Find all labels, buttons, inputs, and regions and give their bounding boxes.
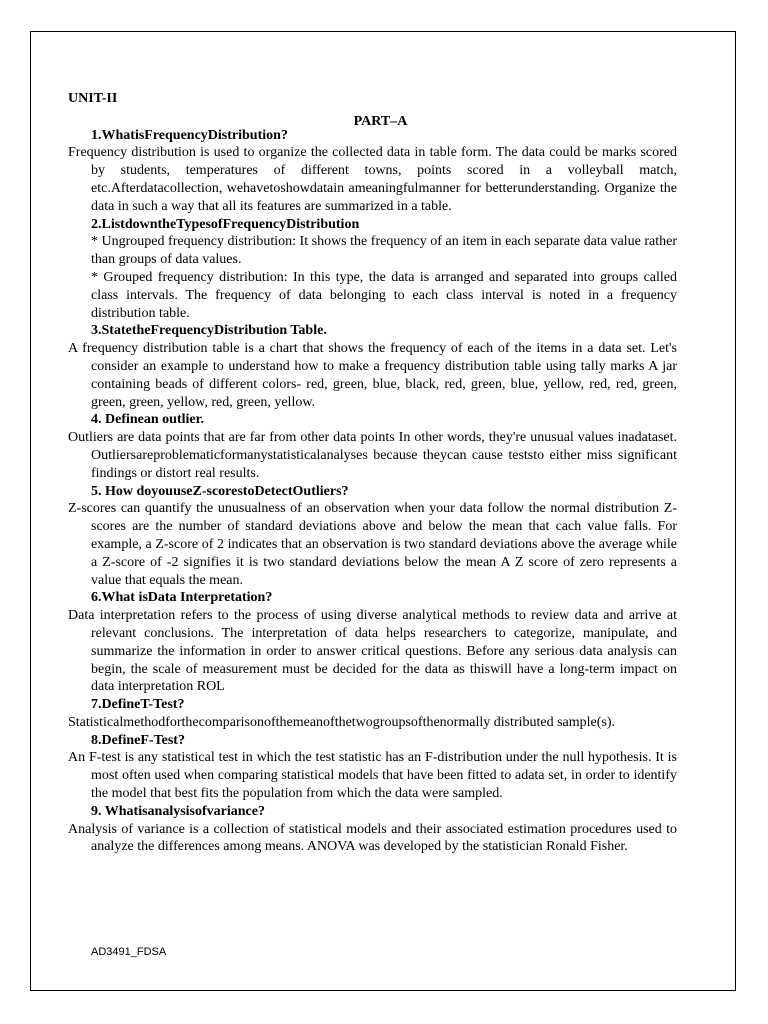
answer-5: Z-scores can quantify the unusualness of an observation when your data follow the normal distribution Z-scores are the number of standard deviations above and below the mean that cach value falls. For example, a Z-score of 2 indicates that an observation is two standard deviations above the average while a Z-score of -2 signifies it is two standard deviations below the mean A Z score of zero represents a value that equals the mean.	[68, 501, 677, 588]
unit-title: UNIT-II	[68, 91, 118, 106]
question-4: 4. Definean outlier.	[91, 412, 205, 428]
part-title: PART–A	[353, 113, 408, 129]
answer-2-bullet-1: * Ungrouped frequency distribution: It shows the frequency of an item in each separate data value rather than groups of data values.	[91, 234, 677, 268]
answer-7: Statisticalmethodforthecomparisonofthemeanofthetwogroupsofthenormally distributed sample(s).	[68, 714, 616, 730]
question-5: 5. How doyouuseZ-scorestoDetectOutliers?	[91, 483, 349, 499]
answer-6: Data interpretation refers to the process of using diverse analytical methods to review data and arrive at relevant conclusions. The interpretation of data helps researchers to categorize, manipulate, and summarize the information in order to answer critical questions. Before any serious data analysis can begin, the scale of measurement must be decided for the data as thiswill have a long-term impact on data interpretation ROL	[68, 608, 677, 695]
question-6: 6.What isData Interpretation?	[91, 590, 273, 606]
answer-1: Frequency distribution is used to organize the collected data in table form. The data could be marks scored by students, temperatures of different towns, points scored in a volleyball match, etc.Afterdatacollection, wehavetoshowdatain ameaningfulmanner for betterunderstanding. Organize the data in such a way that all its features are summarized in a table.	[68, 145, 677, 214]
question-2: 2.ListdowntheTypesofFrequencyDistribution	[91, 216, 360, 232]
question-7: 7.DefineT-Test?	[91, 697, 185, 713]
document-body	[68, 90, 677, 856]
page-footer: AD3491_FDSA	[91, 946, 167, 958]
answer-3: A frequency distribution table is a chart that shows the frequency of each of the items in a data set. Let's consider an example to understand how to make a frequency distribution table using tally marks A jar containing beads of different colors- red, green, blue, black, red, green, blue, yellow, red, red, green, green, green, yellow, red, green, yellow.	[68, 341, 677, 410]
question-8: 8.DefineF-Test?	[91, 732, 185, 748]
answer-9: Analysis of variance is a collection of statistical models and their associated estimation procedures used to analyze the differences among means. ANOVA was developed by the statistician Ronald Fisher.	[68, 821, 677, 855]
question-9: 9. Whatisanalysisofvariance?	[91, 803, 265, 819]
answer-4: Outliers are data points that are far from other data points In other words, they're unusual values inadataset. Outliersareproblematicformanystatisticalanalyses because theycan cause teststo either miss significant findings or distort real results.	[68, 430, 677, 481]
question-3: 3.StatetheFrequencyDistribution Table.	[91, 323, 327, 339]
answer-2-bullet-2: * Grouped frequency distribution: In this type, the data is arranged and separated into groups called class intervals. The frequency of data belonging to each class interval is noted in a frequency distribution table.	[91, 269, 677, 321]
question-1: 1.WhatisFrequencyDistribution?	[91, 127, 288, 143]
answer-8: An F-test is any statistical test in which the test statistic has an F-distribution under the null hypothesis. It is most often used when comparing statistical models that have been fitted to adata set, in order to identify the model that best fits the population from which the data were sampled.	[68, 750, 677, 802]
